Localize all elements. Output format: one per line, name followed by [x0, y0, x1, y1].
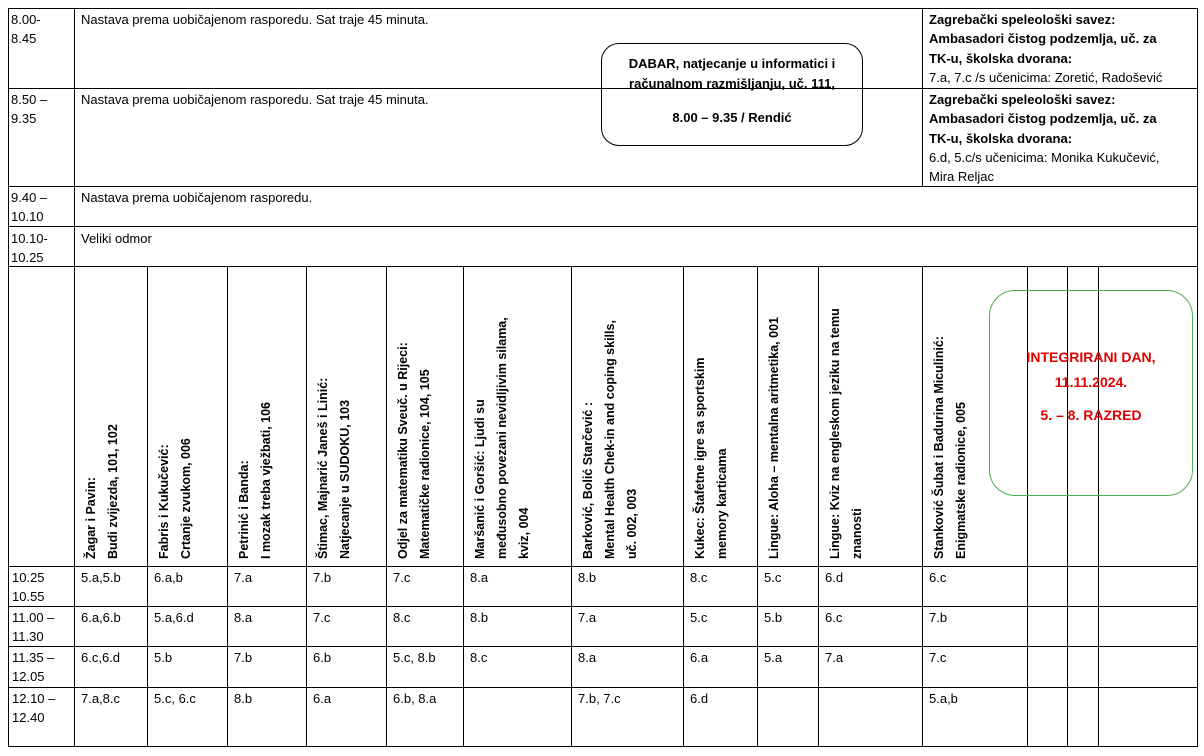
integrirani-callout	[989, 290, 1193, 496]
workshop-title: memory karticama	[715, 448, 729, 559]
dabar-callout	[601, 43, 863, 146]
table-border	[8, 8, 1198, 9]
class-cell: 7.b	[234, 650, 253, 665]
class-cell: 7.c	[393, 570, 411, 585]
class-cell: 6.a,b	[154, 570, 183, 585]
class-cell: 6.c	[929, 570, 947, 585]
slot-time-start: 11.00 –	[12, 610, 55, 625]
integrirani-line: 5. – 8. RAZRED	[1040, 407, 1142, 423]
table-border	[683, 266, 684, 747]
dabar-line: 8.00 – 9.35 / Rendić	[672, 110, 792, 125]
class-cell: 5.c	[764, 570, 782, 585]
table-border	[1197, 8, 1198, 747]
workshop-title: Enigmatske radionice, 005	[954, 401, 968, 559]
workshop-title: Petrinić i Banda:	[237, 460, 251, 559]
class-cell: 8.a	[578, 650, 597, 665]
table-border	[571, 266, 572, 747]
class-cell: 5.c, 6.c	[154, 691, 196, 706]
class-cell: 6.b	[313, 650, 332, 665]
right-text: 6.d, 5.c/s učenicima: Monika Kukučević,	[929, 150, 1160, 165]
workshop-title: Natjecanje u SUDOKU, 103	[338, 399, 352, 559]
table-border	[8, 186, 1198, 187]
integrirani-line: 11.11.2024.	[1054, 374, 1128, 390]
class-cell: 5.c, 8.b	[393, 650, 436, 665]
class-cell: 5.a,5.b	[81, 570, 121, 585]
slot-time-end: 10.55	[12, 589, 45, 604]
class-cell: 7.b	[929, 610, 948, 625]
class-cell: 6.a	[313, 691, 332, 706]
workshop-title: Kukec: Štafetne igre sa sportskim	[693, 357, 707, 559]
class-cell: 6.d	[825, 570, 844, 585]
class-cell: 6.a	[690, 650, 709, 665]
table-border	[922, 8, 923, 187]
row-text: Nastava prema uobičajenom rasporedu. Sat traje 45 minuta.	[81, 92, 429, 107]
table-border	[463, 266, 464, 747]
workshop-title: Maršanić i Goršić: Ljudi su	[473, 399, 487, 559]
table-border	[8, 646, 1198, 647]
class-cell: 6.b, 8.a	[393, 691, 437, 706]
class-cell: 8.c	[470, 650, 488, 665]
workshop-title: Štimac, Majnarić Janeš i Linić:	[316, 377, 330, 559]
workshop-title: Barković, Bolić Starčević :	[581, 401, 595, 559]
table-border	[306, 266, 307, 747]
row-text: Nastava prema uobičajenom rasporedu. Sat traje 45 minuta.	[81, 12, 429, 27]
right-text: Zagrebački speleološki savez:	[929, 12, 1116, 27]
time-start: 8.00-	[11, 12, 41, 27]
right-text: TK-u, školska dvorana:	[929, 131, 1073, 146]
time-start: 8.50 –	[11, 92, 48, 107]
class-cell: 8.c	[393, 610, 411, 625]
workshop-title: Stanković Šubat i Badurina Miculinić:	[932, 336, 946, 559]
workshop-title: znanosti	[850, 508, 864, 559]
class-cell: 7.c	[929, 650, 947, 665]
table-border	[147, 266, 148, 747]
class-cell: 7.c	[313, 610, 331, 625]
time-end: 10.10	[11, 209, 44, 224]
row-text: Veliki odmor	[81, 231, 152, 246]
class-cell: 8.a	[234, 610, 253, 625]
right-text: Zagrebački speleološki savez:	[929, 92, 1116, 107]
workshop-title: Lingue: Aloha – mentalna aritmetika, 001	[767, 317, 781, 559]
dabar-line: DABAR, natjecanje u informatici i	[628, 56, 836, 71]
table-border	[8, 566, 1198, 567]
class-cell: 5.b	[154, 650, 173, 665]
class-cell: 6.a,6.b	[81, 610, 121, 625]
class-cell: 8.b	[234, 691, 253, 706]
right-text: Mira Reljac	[929, 169, 995, 184]
time-end: 10.25	[11, 250, 44, 265]
slot-time-end: 11.30	[12, 629, 44, 644]
workshop-title: kviz, 004	[517, 507, 531, 559]
slot-time-end: 12.40	[12, 710, 45, 725]
class-cell: 6.d	[690, 691, 709, 706]
class-cell: 8.b	[470, 610, 489, 625]
time-start: 10.10-	[11, 231, 48, 246]
class-cell: 7.a	[825, 650, 844, 665]
workshop-title: uč. 002, 003	[625, 488, 639, 559]
time-end: 9.35	[11, 111, 37, 126]
class-cell: 5.a	[764, 650, 783, 665]
integrirani-line: INTEGRIRANI DAN,	[1026, 349, 1156, 365]
table-border	[386, 266, 387, 747]
right-text: Ambasadori čistog podzemlja, uč. za	[929, 111, 1157, 126]
class-cell: 8.b	[578, 570, 597, 585]
class-cell: 8.c	[690, 570, 708, 585]
class-cell: 7.a	[234, 570, 253, 585]
table-border	[8, 687, 1198, 688]
slot-time-start: 12.10 –	[12, 691, 56, 706]
class-cell: 5.b	[764, 610, 783, 625]
workshop-title: međusobno povezani nevidljivim silama,	[495, 317, 509, 559]
table-border	[757, 266, 758, 747]
right-text: TK-u, školska dvorana:	[929, 51, 1073, 66]
class-cell: 5.a,b	[929, 691, 958, 706]
class-cell: 7.a,8.c	[81, 691, 121, 706]
workshop-title: Lingue: Kviz na engleskom jeziku na temu	[828, 308, 842, 559]
class-cell: 8.a	[470, 570, 489, 585]
row-text: Nastava prema uobičajenom rasporedu.	[81, 190, 313, 205]
table-border	[8, 226, 1198, 227]
time-end: 8.45	[11, 31, 37, 46]
table-border	[8, 266, 1198, 267]
class-cell: 5.c	[690, 610, 708, 625]
workshop-title: Crtanje zvukom, 006	[179, 438, 193, 559]
dabar-line: računalnom razmišljanju, uč. 111,	[629, 76, 835, 91]
table-border	[8, 746, 1198, 747]
table-border	[818, 266, 819, 747]
slot-time-end: 12.05	[12, 669, 45, 684]
table-border	[74, 266, 75, 747]
workshop-title: Budi zvijezda, 101, 102	[106, 424, 120, 559]
class-cell: 7.b, 7.c	[578, 691, 621, 706]
workshop-title: Mental Health Chek-in and coping skills,	[603, 320, 617, 559]
class-cell: 6.c	[825, 610, 843, 625]
table-border	[8, 606, 1198, 607]
table-border	[8, 8, 9, 747]
workshop-title: Odjel za matematiku Sveuč. u Rijeci:	[396, 342, 410, 559]
slot-time-start: 10.25	[12, 570, 45, 585]
right-text: 7.a, 7.c /s učenicima: Zoretić, Radošević	[929, 70, 1163, 85]
class-cell: 7.b	[313, 570, 332, 585]
class-cell: 7.a	[578, 610, 597, 625]
slot-time-start: 11.35 –	[12, 650, 55, 665]
time-start: 9.40 –	[11, 190, 48, 205]
class-cell: 5.a,6.d	[154, 610, 194, 625]
right-text: Ambasadori čistog podzemlja, uč. za	[929, 31, 1157, 46]
workshop-title: Žagar i Pavin:	[84, 477, 98, 559]
workshop-title: Matematičke radionice, 104, 105	[418, 369, 432, 559]
class-cell: 6.c,6.d	[81, 650, 121, 665]
workshop-title: Fabris i Kukučević:	[157, 444, 171, 559]
workshop-title: I mozak treba vježbati, 106	[259, 401, 273, 559]
table-border	[227, 266, 228, 747]
table-border	[922, 266, 923, 747]
table-border	[74, 8, 75, 267]
